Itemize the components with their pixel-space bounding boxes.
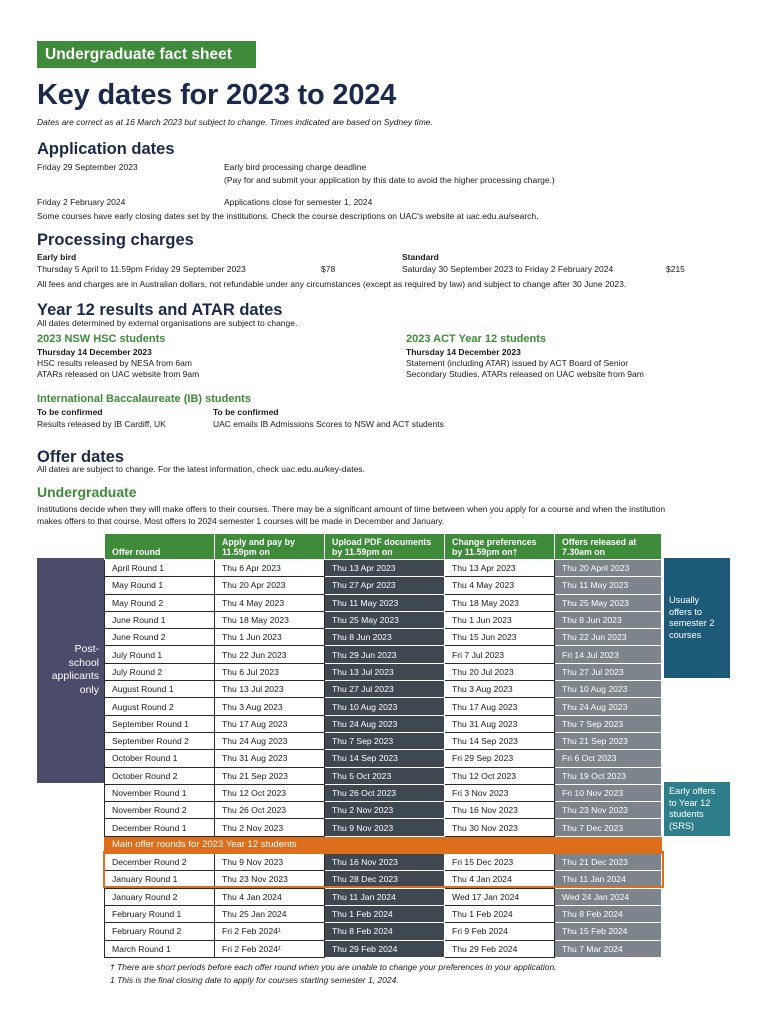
nsw-line-2: ATARs released on UAC website from 9am: [37, 369, 200, 379]
table-cell: Thu 29 Jun 2023: [325, 646, 445, 663]
table-cell: Thu 11 Jan 2024: [325, 888, 445, 905]
table-cell: Thu 7 Sep 2023: [555, 715, 662, 732]
table-cell: Thu 21 Sep 2023: [215, 767, 325, 784]
column-header-text: 7.30am on: [562, 547, 606, 557]
table-cell: Thu 10 Aug 2023: [555, 681, 662, 698]
table-cell: Thu 31 Aug 2023: [215, 750, 325, 767]
side-label-line: Early offers: [669, 786, 716, 796]
side-label-line: school: [68, 656, 99, 669]
standard-label: Standard: [402, 252, 439, 262]
table-cell: Thu 9 Nov 2023: [325, 819, 445, 836]
table-cell: Thu 26 Oct 2023: [325, 784, 445, 801]
table-row: [105, 923, 662, 940]
table-cell: Thu 16 Nov 2023: [325, 854, 445, 871]
nsw-hsc-heading: 2023 NSW HSC students: [37, 333, 166, 345]
table-cell: Thu 24 Aug 2023: [215, 732, 325, 749]
early-bird-price: $78: [321, 264, 336, 274]
table-cell: Thu 25 Jan 2024: [215, 905, 325, 922]
column-header-text: Offer round: [112, 547, 161, 557]
table-cell: Thu 11 Jan 2024: [555, 871, 662, 888]
table-cell: Thu 3 Aug 2023: [445, 681, 555, 698]
table-cell: Thu 15 Jun 2023: [445, 629, 555, 646]
column-header-2: [325, 534, 445, 560]
offers-paragraph-1: Institutions decide when they will make offers to their courses. There may be a significant amount of time between when you apply for a course and when the institution: [37, 504, 666, 514]
early-offers-label: [664, 782, 730, 836]
table-row: [105, 715, 662, 732]
table-cell: Fri 29 Sep 2023: [445, 750, 555, 767]
ib-heading: International Baccalaureate (IB) students: [37, 393, 251, 405]
table-row: [105, 681, 662, 698]
application-date-1: Friday 29 September 2023: [37, 162, 138, 172]
table-cell: Thu 27 Jul 2023: [555, 663, 662, 680]
table-cell: August Round 1: [105, 681, 215, 698]
table-cell: Thu 4 May 2023: [445, 577, 555, 594]
offer-dates-table: [104, 533, 662, 958]
table-cell: Thu 17 Aug 2023: [445, 698, 555, 715]
table-cell: Thu 20 April 2023: [555, 560, 662, 577]
table-cell: Thu 13 Apr 2023: [445, 560, 555, 577]
table-cell: Thu 19 Oct 2023: [555, 767, 662, 784]
column-header-4: [555, 534, 662, 560]
table-cell: Fri 2 Feb 2024¹: [215, 923, 325, 940]
table-cell: Thu 27 Jul 2023: [325, 681, 445, 698]
table-cell: Thu 27 Apr 2023: [325, 577, 445, 594]
table-cell: Thu 25 May 2023: [325, 611, 445, 628]
table-cell: Thu 29 Feb 2024: [445, 940, 555, 957]
column-header-text: Change preferences: [452, 537, 537, 547]
side-label-line: applicants: [51, 670, 99, 682]
table-cell: January Round 2: [105, 888, 215, 905]
table-cell: Thu 16 Nov 2023: [445, 802, 555, 819]
table-cell: Thu 26 Oct 2023: [215, 802, 325, 819]
act-heading: 2023 ACT Year 12 students: [406, 333, 547, 345]
table-cell: Thu 13 Jul 2023: [325, 663, 445, 680]
application-text-2: Applications close for semester 1, 2024: [224, 197, 373, 207]
year12-heading: Year 12 results and ATAR dates: [37, 301, 283, 319]
table-cell: October Round 1: [105, 750, 215, 767]
fact-sheet-badge: Undergraduate fact sheet: [37, 41, 256, 68]
table-cell: February Round 1: [105, 905, 215, 922]
column-header-1: [215, 534, 325, 560]
table-cell: Thu 5 Oct 2023: [325, 767, 445, 784]
undergraduate-heading: Undergraduate: [37, 484, 137, 500]
application-note: Some courses have early closing dates set by the institutions. Check the course descriptions on UAC's website at uac.edu.au/search.: [37, 211, 539, 221]
table-cell: February Round 2: [105, 923, 215, 940]
table-cell: September Round 1: [105, 715, 215, 732]
table-cell: Thu 21 Sep 2023: [555, 732, 662, 749]
table-cell: Fri 15 Dec 2023: [445, 854, 555, 871]
table-cell: Thu 24 Aug 2023: [555, 698, 662, 715]
table-cell: Thu 6 Apr 2023: [215, 560, 325, 577]
table-cell: Thu 2 Nov 2023: [215, 819, 325, 836]
table-cell: Thu 20 Jul 2023: [445, 663, 555, 680]
table-row: [105, 750, 662, 767]
ib-right-label: To be confirmed: [213, 407, 279, 417]
table-cell: Thu 8 Feb 2024: [555, 905, 662, 922]
table-cell: Thu 24 Aug 2023: [325, 715, 445, 732]
year12-note: All dates determined by external organisations are subject to change.: [37, 318, 298, 328]
table-cell: Thu 7 Sep 2023: [325, 732, 445, 749]
table-row: [105, 784, 662, 801]
table-cell: Thu 4 May 2023: [215, 594, 325, 611]
early-bird-label: Early bird: [37, 252, 77, 262]
table-cell: Fri 6 Oct 2023: [555, 750, 662, 767]
offer-dates-note: All dates are subject to change. For the latest information, check uac.edu.au/key-dates.: [37, 464, 365, 474]
side-label-line: courses: [669, 629, 702, 640]
table-cell: Thu 23 Nov 2023: [555, 802, 662, 819]
main-offer-rounds-row: [105, 836, 662, 853]
table-cell: Thu 13 Apr 2023: [325, 560, 445, 577]
table-cell: Thu 3 Aug 2023: [215, 698, 325, 715]
table-cell: December Round 2: [105, 854, 215, 871]
offer-dates-heading: Offer dates: [37, 448, 125, 466]
table-cell: Thu 17 Aug 2023: [215, 715, 325, 732]
side-label-line: semester 2: [669, 618, 715, 628]
table-cell: Thu 23 Nov 2023: [215, 871, 325, 888]
nsw-date: Thursday 14 December 2023: [37, 347, 152, 357]
act-line-1: Statement (including ATAR) issued by ACT Board of Senior: [406, 358, 629, 368]
table-cell: Thu 1 Feb 2024: [445, 905, 555, 922]
ib-left-text: Results released by IB Cardiff, UK: [37, 419, 166, 429]
table-cell: Thu 21 Dec 2023: [555, 854, 662, 871]
table-cell: Thu 1 Feb 2024: [325, 905, 445, 922]
table-cell: May Round 1: [105, 577, 215, 594]
table-cell: Fri 14 Jul 2023: [555, 646, 662, 663]
table-row: [105, 629, 662, 646]
footnote-dagger: † There are short periods before each offer round when you are unable to change your preferences in your application.: [110, 962, 557, 972]
table-cell: Thu 4 Jan 2024: [215, 888, 325, 905]
offers-paragraph-2: makes offers to that course. Most offers to 2024 semester 1 courses will be made in December and January.: [37, 516, 445, 526]
table-cell: Thu 14 Sep 2023: [325, 750, 445, 767]
table-cell: Thu 8 Feb 2024: [325, 923, 445, 940]
table-cell: Thu 8 Jun 2023: [325, 629, 445, 646]
processing-note: All fees and charges are in Australian dollars, not refundable under any circumstances (except as required by law) and subject to change after 30 June 2023.: [37, 279, 627, 289]
table-cell: July Round 2: [105, 663, 215, 680]
column-header-text: 11.59pm on: [222, 547, 270, 557]
footnote-one: 1 This is the final closing date to apply for courses starting semester 1, 2024.: [110, 975, 399, 985]
side-label-line: Usually: [669, 595, 700, 605]
table-row: [105, 560, 662, 577]
table-cell: Thu 22 Jun 2023: [215, 646, 325, 663]
table-cell: June Round 1: [105, 611, 215, 628]
column-header-text: Upload PDF documents: [332, 537, 432, 547]
side-label-line: to Year 12: [669, 797, 711, 808]
table-cell: Thu 12 Oct 2023: [215, 784, 325, 801]
table-cell: Thu 11 May 2023: [325, 594, 445, 611]
column-header-text: by 11.59pm on†: [452, 547, 518, 557]
table-cell: July Round 1: [105, 646, 215, 663]
table-row: [105, 698, 662, 715]
table-cell: Fri 10 Nov 2023: [555, 784, 662, 801]
table-cell: December Round 1: [105, 819, 215, 836]
table-cell: Thu 1 Jun 2023: [445, 611, 555, 628]
table-cell: Thu 10 Aug 2023: [325, 698, 445, 715]
table-cell: November Round 1: [105, 784, 215, 801]
table-cell: November Round 2: [105, 802, 215, 819]
table-cell: Thu 6 Jul 2023: [215, 663, 325, 680]
page-subtitle: Dates are correct as at 16 March 2023 but subject to change. Times indicated are based on Sydney time.: [37, 117, 433, 127]
table-cell: Thu 1 Jun 2023: [215, 629, 325, 646]
application-text-1b: (Pay for and submit your application by this date to avoid the higher processing charge.): [224, 175, 555, 185]
table-row: [105, 611, 662, 628]
table-cell: May Round 2: [105, 594, 215, 611]
column-header-text: Offers released at: [562, 537, 637, 547]
table-row: [105, 940, 662, 957]
main-offer-rounds-label: Main offer rounds for 2023 Year 12 students: [105, 836, 662, 853]
side-label-line: only: [79, 683, 99, 696]
table-cell: Thu 25 May 2023: [555, 594, 662, 611]
table-cell: Fri 3 Nov 2023: [445, 784, 555, 801]
side-label-line: (SRS): [669, 820, 695, 831]
ib-right-text: UAC emails IB Admissions Scores to NSW and ACT students: [213, 419, 444, 429]
table-row: [105, 819, 662, 836]
table-row: [105, 871, 662, 888]
side-label-line: offers to: [669, 606, 703, 617]
standard-price: $215: [666, 264, 685, 274]
table-cell: Fri 2 Feb 2024¹: [215, 940, 325, 957]
table-cell: Thu 20 Apr 2023: [215, 577, 325, 594]
table-row: [105, 646, 662, 663]
side-label-line: Post-: [74, 643, 99, 655]
table-cell: Thu 11 May 2023: [555, 577, 662, 594]
table-cell: Thu 7 Dec 2023: [555, 819, 662, 836]
table-cell: Thu 31 Aug 2023: [445, 715, 555, 732]
nsw-line-1: HSC results released by NESA from 6am: [37, 358, 192, 368]
semester-2-offers-label: [664, 558, 730, 678]
table-row: [105, 594, 662, 611]
column-header-text: Apply and pay by: [222, 537, 295, 547]
table-cell: Thu 4 Jan 2024: [445, 871, 555, 888]
table-row: [105, 767, 662, 784]
application-date-2: Friday 2 February 2024: [37, 197, 126, 207]
table-cell: April Round 1: [105, 560, 215, 577]
table-cell: October Round 2: [105, 767, 215, 784]
table-cell: Thu 15 Feb 2024: [555, 923, 662, 940]
table-row: [105, 577, 662, 594]
table-cell: Thu 14 Sep 2023: [445, 732, 555, 749]
early-bird-period: Thursday 5 April to 11.59pm Friday 29 September 2023: [37, 264, 246, 274]
table-cell: Thu 8 Jun 2023: [555, 611, 662, 628]
table-row: [105, 888, 662, 905]
table-cell: Thu 30 Nov 2023: [445, 819, 555, 836]
table-cell: Thu 29 Feb 2024: [325, 940, 445, 957]
table-row: [105, 802, 662, 819]
column-header-text: by 11.59pm on: [332, 547, 393, 557]
table-cell: Wed 24 Jan 2024: [555, 888, 662, 905]
column-header-0: [105, 534, 215, 560]
table-cell: Fri 7 Jul 2023: [445, 646, 555, 663]
side-label-line: students: [669, 809, 704, 819]
table-cell: Thu 22 Jun 2023: [555, 629, 662, 646]
table-cell: Thu 12 Oct 2023: [445, 767, 555, 784]
table-cell: Thu 28 Dec 2023: [325, 871, 445, 888]
act-date: Thursday 14 December 2023: [406, 347, 521, 357]
post-school-applicants-label: [37, 558, 104, 783]
processing-charges-heading: Processing charges: [37, 231, 194, 249]
table-cell: June Round 2: [105, 629, 215, 646]
table-row: [105, 854, 662, 871]
ib-left-label: To be confirmed: [37, 407, 103, 417]
table-row: [105, 905, 662, 922]
table-cell: September Round 2: [105, 732, 215, 749]
application-dates-heading: Application dates: [37, 140, 175, 158]
table-cell: January Round 1: [105, 871, 215, 888]
table-cell: August Round 2: [105, 698, 215, 715]
application-text-1a: Early bird processing charge deadline: [224, 162, 367, 172]
act-line-2: Secondary Studies. ATARs released on UAC website from 9am: [406, 369, 644, 379]
page-title: Key dates for 2023 to 2024: [37, 79, 397, 111]
column-header-3: [445, 534, 555, 560]
table-cell: Fri 9 Feb 2024: [445, 923, 555, 940]
table-cell: Thu 7 Mar 2024: [555, 940, 662, 957]
table-cell: Thu 2 Nov 2023: [325, 802, 445, 819]
table-row: [105, 663, 662, 680]
table-cell: Thu 18 May 2023: [215, 611, 325, 628]
table-cell: Thu 13 Jul 2023: [215, 681, 325, 698]
table-cell: Wed 17 Jan 2024: [445, 888, 555, 905]
table-cell: Thu 9 Nov 2023: [215, 854, 325, 871]
table-cell: Thu 18 May 2023: [445, 594, 555, 611]
table-row: [105, 732, 662, 749]
standard-period: Saturday 30 September 2023 to Friday 2 February 2024: [402, 264, 614, 274]
table-cell: March Round 1: [105, 940, 215, 957]
